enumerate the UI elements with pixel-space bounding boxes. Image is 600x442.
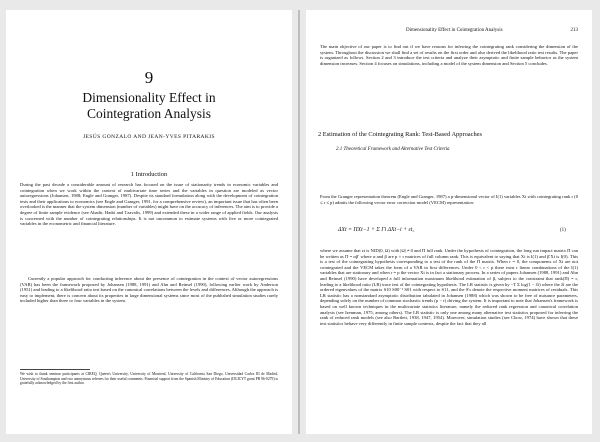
footnote: We wish to thank seminar participants at CIREQ, Queen's University, University of Montreal, University of California San Diego, Universidad Carlos III de Madrid, University of Southampton and two anonymous referees for their useful comments. Financial support from the Spanish Ministry of Education (DGICYT grant PB 96-0279) is gratefully acknowledged by the first author.	[20, 372, 278, 386]
intro-paragraph-2: Currently a popular approach for conducting inference about the presence of cointegration in the context of vector autoregressions (VAR) has been the framework proposed by Johansen (1988, 1991) and Ahn and Reinsel (1990), following earlier work by Anderson (1951) and leading to a likelihood ratio test based on the canonical correlations between the levels and differences. Although the approach is easy to implement, there is concern about its properties in large dimensional systems since most of the published simulation studies rarely included higher than three or four variables in the system.	[20, 276, 278, 304]
running-head-title: Dimensionality Effect in Cointegration Analysis	[406, 28, 503, 33]
page-number: 213	[570, 28, 578, 33]
right-page	[306, 10, 592, 434]
vecm-equation: ΔXt = ΠXt−1 + Σ Γi ΔXt−i + εt,	[338, 227, 414, 233]
chapter-authors: JESÚS GONZALO AND JEAN-YVES PITARAKIS	[82, 134, 215, 140]
equation-number: (1)	[560, 228, 566, 233]
chapter-title	[6, 90, 292, 122]
overview-paragraph: The main objective of our paper is to find out if we have reasons for inferring the cointegrating rank considering the dimension of the system. Throughout the discussion we shall find a set of results on the first order and also derived the likelihood ratio test results. The paper is organized as follows. Section 2 and 3 introduce the test criteria and analyze their asymptotic and finite sample behavior as the system dimension increases. Section 4 focuses on simulations, including a model of the system dimension and Section 5 concludes.	[320, 44, 578, 66]
chapter-number: 9	[144, 68, 154, 87]
chapter-title-line2: Cointegration Analysis	[86, 106, 212, 121]
footnote-rule	[20, 369, 90, 370]
book-gutter	[298, 10, 300, 434]
framework-paragraph-1: From the Granger representation theorem (Engle and Granger, 1987) a p-dimensional vector of I(1) variables Xt with cointegrating rank r (0 ≤ r ≤ p) admits the following vector error correction model (VECM) representation:	[320, 194, 578, 205]
subsection-heading-framework: 2.1 Theoretical Framework and Alternative Test Criteria	[336, 147, 450, 152]
section-heading-estimation: 2 Estimation of the Cointegrating Rank: Test-Based Approaches	[318, 131, 482, 138]
framework-paragraph-2: where we assume that εt is NID(0, Ω) with |Ω| ≠ 0 and Π full rank. Under the hypothesis of cointegration, the long run impact matrix Π can be written as Π = αβ′ where α and β are p × r matrices of full column rank. This is equivalent to saying that Xt is I(1) and β′Xt is I(0). This is a test of the cointegrating hypothesis corresponding to a test of the rank of the Π matrix. When r = 0, the components of Xt are not cointegrated and the VECM takes the form of a VAR in first differences. Under 0 < r < p there exist r linear combinations of the I(1) variables that are stationary and when r = p the vector Xt is in fact a stationary process. In a series of papers Johansen (1988, 1991) and Ahn and Reinsel (1990) have developed a full information maximum likelihood estimation of β, subject to the constraint that rank(Π) = r, leading to a likelihood ratio (LR) trace test of the cointegrating hypothesis. The LR statistic is given by −T Σ log(1 − λ̂i) where the λ̂i are the ordered eigenvalues of the matrix S10 S00⁻¹ S01 with respect to S11, and the S's denote the respective moment matrices of residuals. This LR statistic has a nonstandard asymptotic distribution tabulated in Johansen (1988) which was shown to be free of nuisance parameters, depending solely on the number of common stochastic trends (p − r) driving the system. It is important to note that Johansen's framework is based on well known techniques in the multivariate statistics literature, namely the reduced rank regression and canonical correlation analysis (see Izenman, 1975, among others). The LR statistic is only one among many alternative test statistics proposed for inferring the rank of reduced rank models (see also Bartlett, 1938, 1947, 1954). Moreover, simulation studies (see Chow, 1974) have shown that these test statistics behave very differently in finite sample contexts, despite the fact that they all	[320, 248, 578, 326]
section-heading-introduction: 1 Introduction	[130, 171, 168, 178]
left-page	[6, 10, 292, 434]
chapter-title-line1: Dimensionality Effect in	[82, 90, 216, 105]
intro-paragraph-1: During the past decade a considerable amount of research has focused on the issue of stationarity trends in economic variables and cointegration when we work within the context of multivariate time series and the variables in question are modeled as vector autoregressions (Johansen, 1988; Engle and Granger, 1987). Despite its standard formulation along with the development of cointegration tests and their applications to economics (see Engle and Granger, 1991, for a comprehensive review), an important issue that has often been overlooked is the manner that the system dimension (number of variables) might have on the accuracy of inferences. The aim is to provide a degree of finite sample evidence (see Abadir, Hadri and Tzavalis, 1999) and extended these in a wider range of applied fields. Our analysis is concerned with the number of cointegrating relationships. It is not uncommon to estimate systems with five or more cointegrated variables in the econometric and financial literature.	[20, 182, 278, 227]
